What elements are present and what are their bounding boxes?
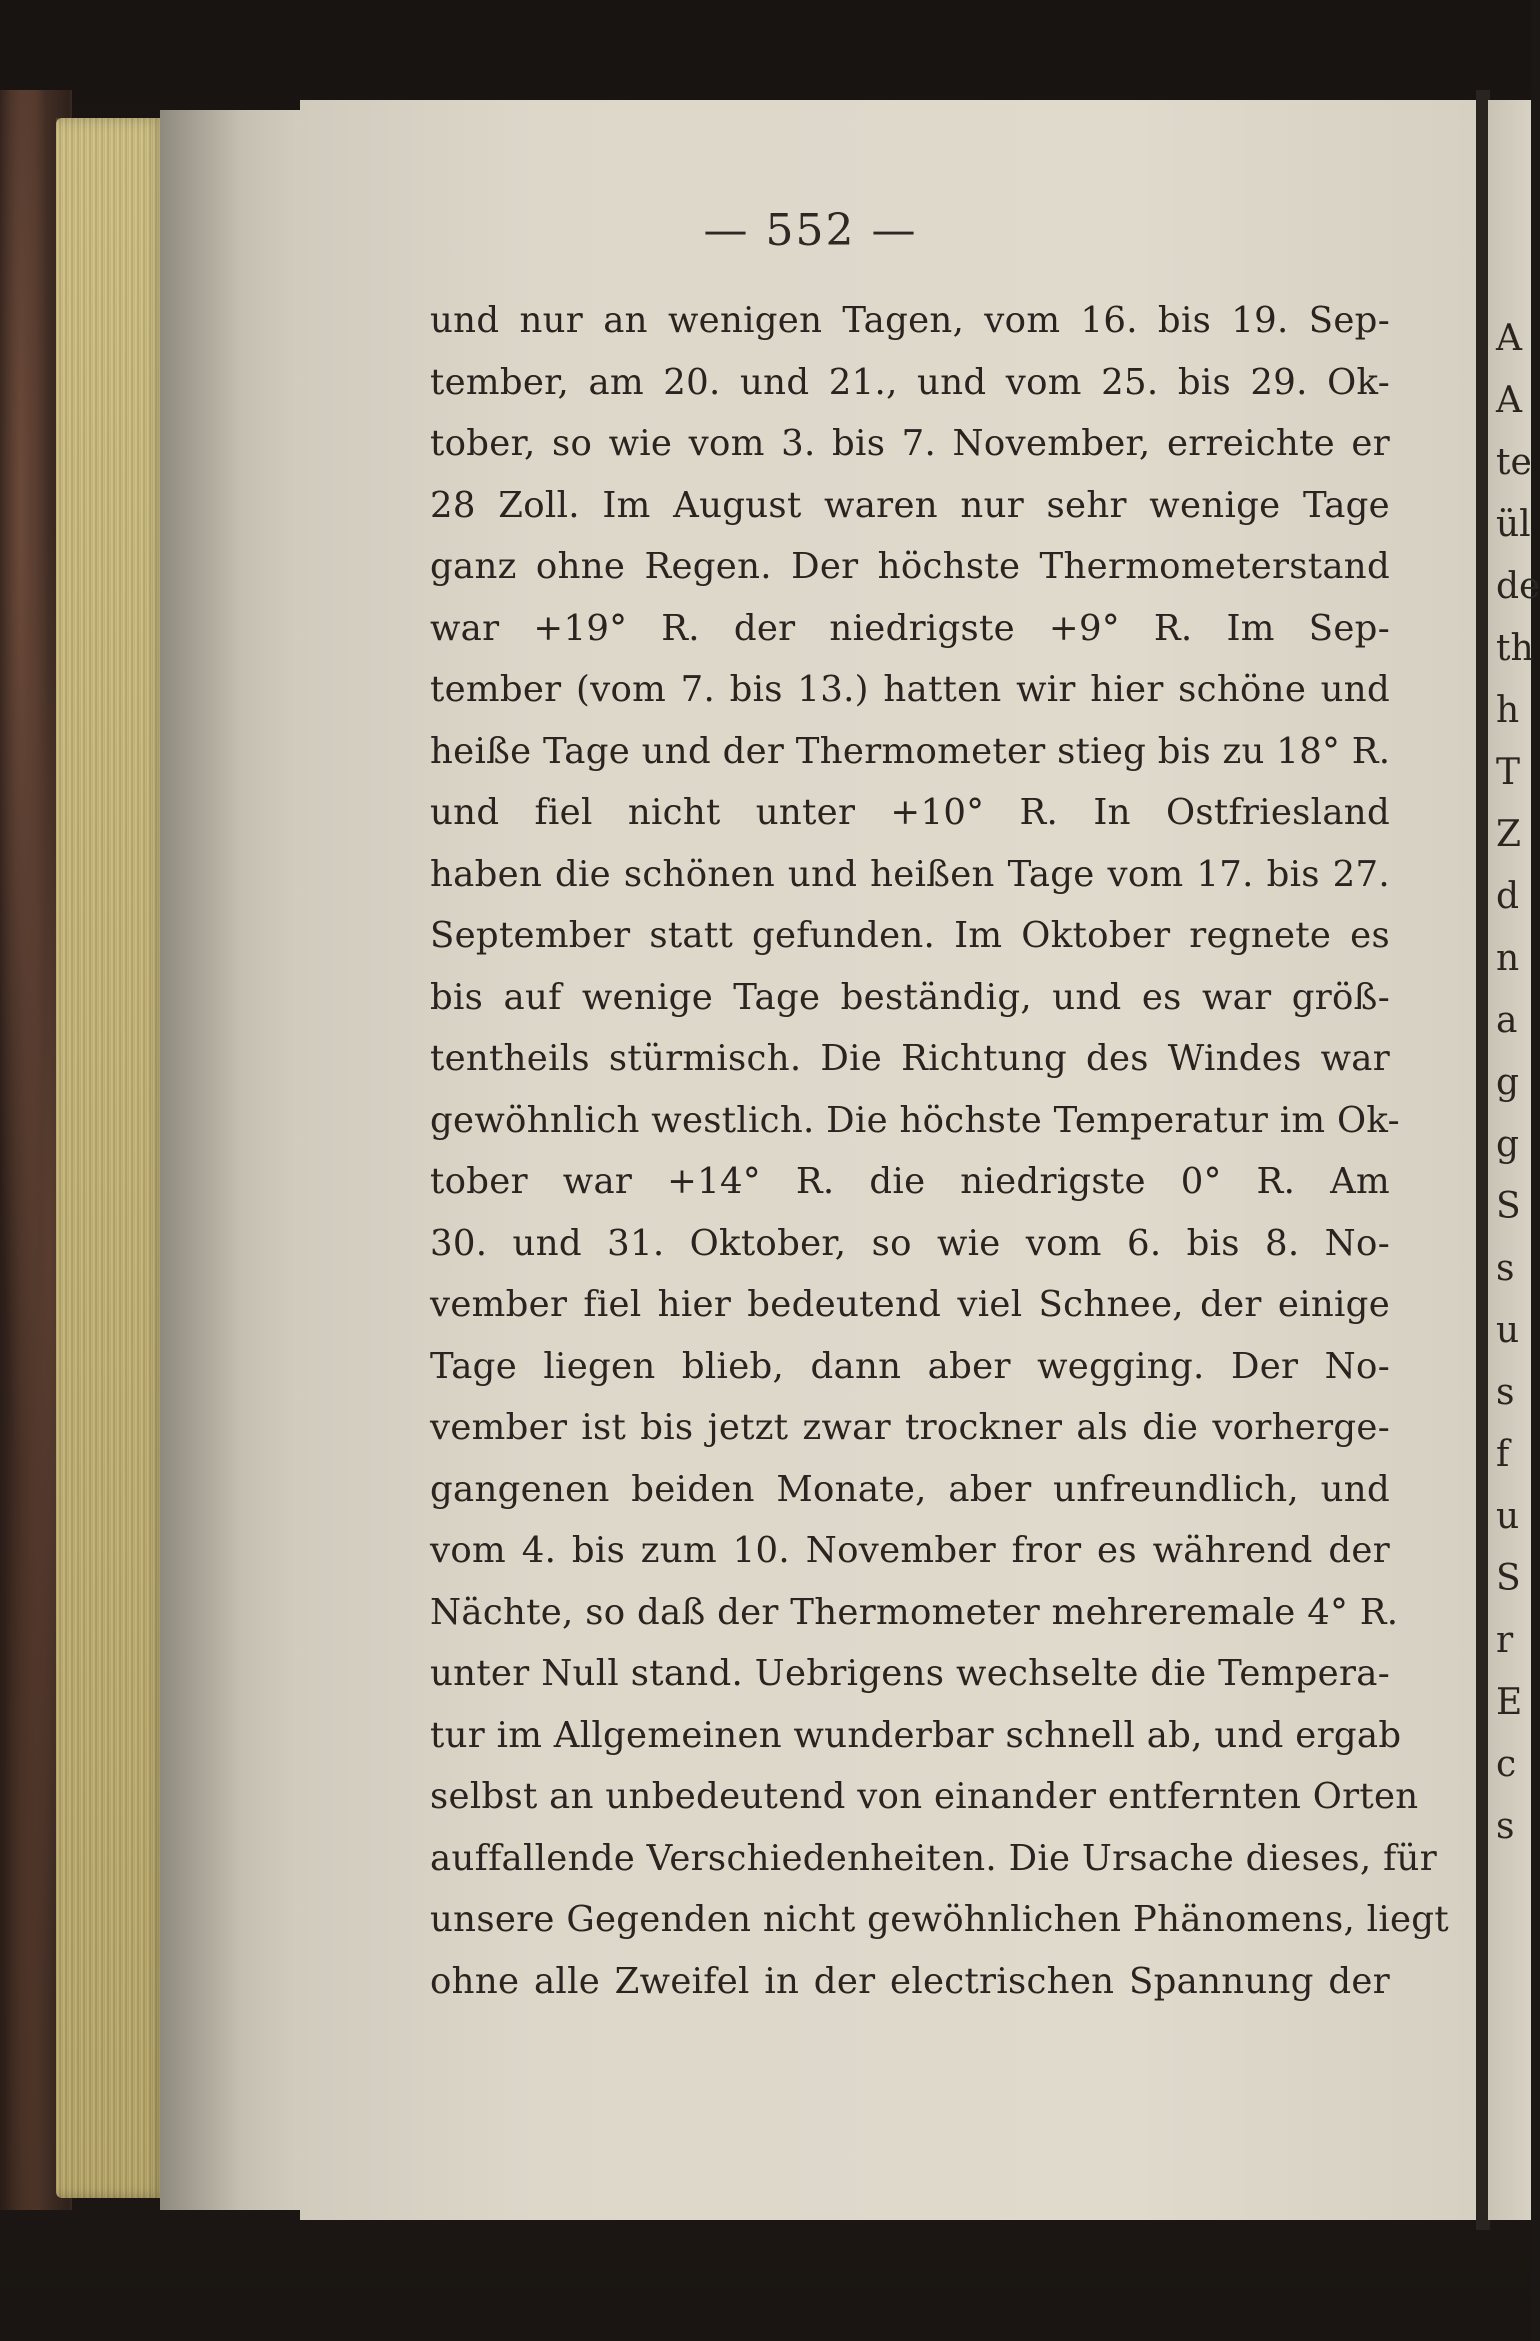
facing-page-fragment: Z: [1496, 814, 1522, 855]
page-number: — 552 —: [703, 205, 918, 256]
text-line: September statt gefunden. Im Oktober regnete es: [430, 915, 1390, 956]
gilt-page-edges: [56, 118, 166, 2198]
facing-page-fragment: a: [1496, 1000, 1518, 1041]
text-line: auffallende Verschiedenheiten. Die Ursache dieses, für: [430, 1837, 1437, 1879]
text-line: Tage liegen blieb, dann aber wegging. Der No-: [430, 1345, 1390, 1387]
facing-page-fragment: c: [1496, 1744, 1517, 1785]
text-line: unter Null stand. Uebrigens wechselte die Tempera-: [430, 1653, 1390, 1694]
text-line: tember (vom 7. bis 13.) hatten wir hier schöne und: [430, 669, 1390, 710]
text-line: ohne alle Zweifel in der electrischen Spannung der: [430, 1960, 1390, 2002]
facing-page-fragment: h: [1496, 690, 1520, 731]
text-line: unsere Gegenden nicht gewöhnlichen Phänomens, liegt: [430, 1899, 1449, 1940]
facing-page-fragment: de: [1496, 566, 1540, 607]
facing-page-fragment: E: [1496, 1682, 1523, 1723]
text-line: und fiel nicht unter +10° R. In Ostfriesland: [430, 792, 1390, 833]
text-line: gangenen beiden Monate, aber unfreundlich, und: [430, 1468, 1390, 1510]
facing-page-fragment: A: [1496, 318, 1522, 359]
facing-page-fragment: T: [1496, 752, 1521, 793]
facing-page-fragment: s: [1496, 1248, 1515, 1289]
text-line: bis auf wenige Tage beständig, und es war größ-: [430, 976, 1390, 1018]
facing-page: [1488, 100, 1540, 2220]
text-line: tember, am 20. und 21., und vom 25. bis 29. Ok-: [430, 361, 1390, 403]
facing-page-fragment: te: [1496, 442, 1532, 483]
text-line: Nächte, so daß der Thermometer mehreremale 4° R.: [430, 1591, 1399, 1633]
text-line: tober, so wie vom 3. bis 7. November, erreichte er: [430, 423, 1390, 464]
text-line: selbst an unbedeutend von einander entfernten Orten: [430, 1776, 1419, 1817]
facing-page-fragment: d: [1496, 876, 1520, 917]
facing-page-fragment: n: [1496, 938, 1520, 979]
text-line: tentheils stürmisch. Die Richtung des Windes war: [430, 1038, 1390, 1079]
page-body-text: [430, 290, 1449, 2012]
text-line: war +19° R. der niedrigste +9° R. Im Sep-: [430, 607, 1390, 649]
text-line: vember fiel hier bedeutend viel Schnee, der einige: [430, 1284, 1390, 1325]
text-line: 30. und 31. Oktober, so wie vom 6. bis 8. No-: [430, 1222, 1390, 1264]
facing-page-fragment: S: [1496, 1186, 1521, 1227]
text-line: vember ist bis jetzt zwar trockner als die vorherge-: [430, 1407, 1390, 1448]
facing-page-fragment: s: [1496, 1806, 1515, 1847]
text-line: und nur an wenigen Tagen, vom 16. bis 19. Sep-: [430, 300, 1390, 341]
text-line: heiße Tage und der Thermometer stieg bis zu 18° R.: [430, 730, 1391, 772]
facing-page-fragment: r: [1496, 1620, 1514, 1661]
facing-page-fragment: ül: [1496, 504, 1531, 545]
facing-page-fragment: u: [1496, 1310, 1520, 1351]
text-line: ganz ohne Regen. Der höchste Thermometerstand: [430, 546, 1390, 587]
text-line: haben die schönen und heißen Tage vom 17. bis 27.: [430, 853, 1390, 895]
facing-page-fragment: g: [1496, 1124, 1520, 1165]
page-gutter: [160, 110, 310, 2210]
facing-page-fragment: S: [1496, 1558, 1521, 1599]
text-line: 28 Zoll. Im August waren nur sehr wenige Tage: [430, 484, 1390, 526]
facing-page-fragment: f: [1496, 1434, 1510, 1475]
text-line: tober war +14° R. die niedrigste 0° R. Am: [430, 1161, 1390, 1202]
text-line: gewöhnlich westlich. Die höchste Temperatur im Ok-: [430, 1099, 1400, 1141]
facing-page-fragment: A: [1496, 380, 1522, 421]
facing-page-fragment: th: [1496, 628, 1534, 669]
text-line: vom 4. bis zum 10. November fror es während der: [430, 1530, 1390, 1571]
text-line: tur im Allgemeinen wunderbar schnell ab, und ergab: [430, 1714, 1402, 1756]
facing-page-fragment: s: [1496, 1372, 1515, 1413]
facing-page-fragment: g: [1496, 1062, 1520, 1103]
facing-page-fragment: u: [1496, 1496, 1520, 1537]
